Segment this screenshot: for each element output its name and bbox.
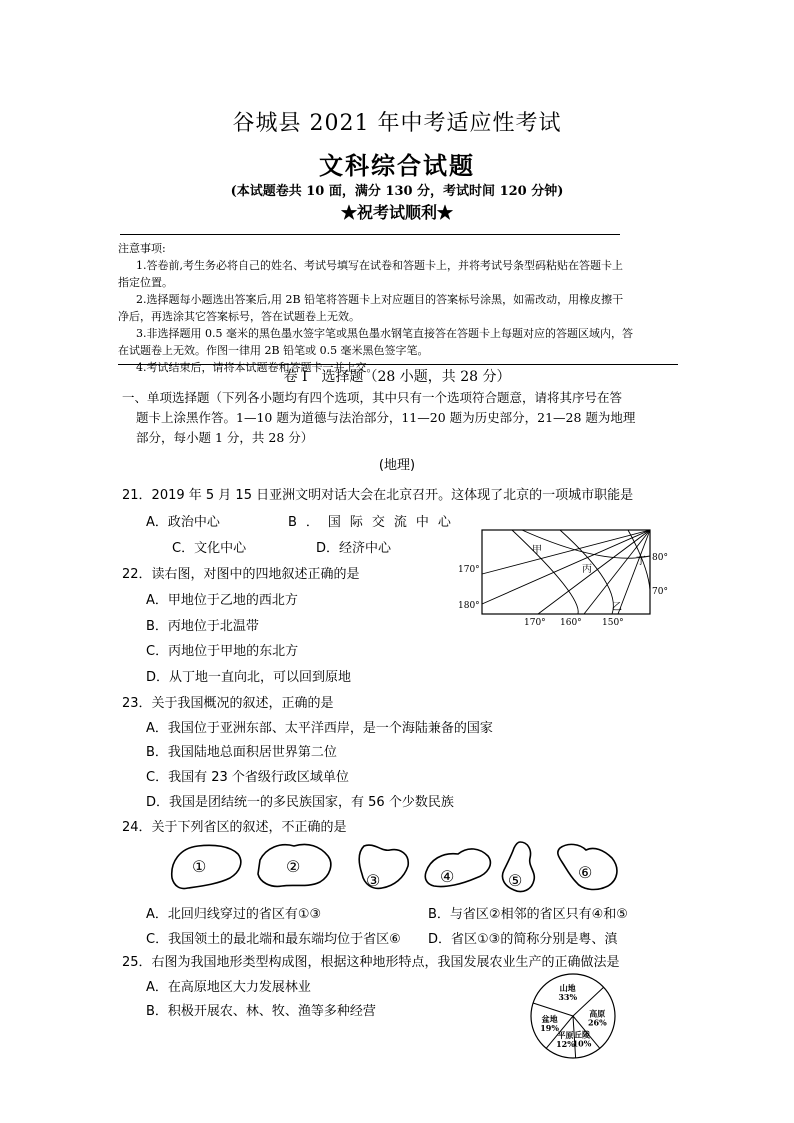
q24-option-a: A．北回归线穿过的省区有①③ xyxy=(146,907,322,922)
divider xyxy=(118,364,678,365)
terrain-pie-chart xyxy=(521,970,625,1062)
instr-line: 题卡上涂黑作答。1—10 题为道德与法治部分，11—20 题为历史部分，21—28 题为地理 xyxy=(136,410,636,425)
note-line: 2.选择题每小题选出答案后,用 2B 铅笔将答题卡上对应题目的答案标号涂黑，如需改动，用橡皮擦干 xyxy=(136,293,624,306)
pie-label: 山地 xyxy=(559,983,576,994)
province-label-2: ② xyxy=(286,857,301,876)
good-luck-text: ★祝考试顺利★ xyxy=(340,203,453,222)
province-label-1: ① xyxy=(192,857,207,876)
note-line: 1.答卷前,考生务必将自己的姓名、考试号填写在试卷和答题卡上，并将考试号条型码粘贴在答题卡上 xyxy=(136,259,623,272)
label-left-170: 170° xyxy=(458,565,480,575)
pie-value-label: 19% xyxy=(540,1022,559,1033)
instr-line: 部分，每小题 1 分，共 28 分） xyxy=(136,430,314,445)
divider xyxy=(120,234,620,235)
exam-subtitle: 文科综合试题 xyxy=(319,151,475,180)
q23-stem: 23．关于我国概况的叙述，正确的是 xyxy=(122,696,334,711)
province-outlines xyxy=(168,838,628,896)
subject-label: (地理) xyxy=(378,458,416,473)
q21-option-c: C．文化中心 xyxy=(172,541,247,556)
place-ding: 丁 xyxy=(636,556,646,567)
q21-option-b: B．国际交流中心 xyxy=(288,515,460,530)
q24-option-c: C．我国领土的最北端和最东端均位于省区⑥ xyxy=(146,932,401,947)
q21-option-a: A．政治中心 xyxy=(146,515,220,530)
note-line: 指定位置。 xyxy=(118,276,173,289)
place-bing: 丙 xyxy=(582,564,592,575)
instr-line: 一、单项选择题（下列各小题均有四个选项，其中只有一个选项符合题意，请将其序号在答 xyxy=(122,390,623,405)
q21-option-d: D．经济中心 xyxy=(316,541,392,556)
notes-block xyxy=(118,240,678,376)
label-left-180: 180° xyxy=(458,601,480,611)
place-jia: 甲 xyxy=(532,545,542,556)
q22-option-d: D．从丁地一直向北，可以回到原地 xyxy=(146,670,352,685)
pie-label: 盆地 xyxy=(541,1013,558,1024)
province-label-3: ③ xyxy=(366,871,381,890)
exam-info: (本试题卷共 10 面，满分 130 分，考试时间 120 分钟) xyxy=(230,184,564,199)
q22-stem: 22．读右图，对图中的四地叙述正确的是 xyxy=(122,567,360,582)
q21-stem: 21．2019 年 5 月 15 日亚洲文明对话大会在北京召开。这体现了北京的一项城市职能是 xyxy=(122,488,634,503)
pie-label: 丘陵 xyxy=(573,1029,590,1040)
pie-value-label: 10% xyxy=(572,1038,592,1049)
q23-option-c: C．我国有 23 个省级行政区域单位 xyxy=(146,770,349,785)
notes-heading: 注意事项: xyxy=(118,242,166,255)
province-label-4: ④ xyxy=(440,867,455,886)
q22-option-b: B．丙地位于北温带 xyxy=(146,619,259,634)
note-line: 在试题卷上无效。作图一律用 2B 铅笔或 0.5 毫米黑色签字笔。 xyxy=(118,344,429,357)
pie-value-label: 12% xyxy=(556,1039,575,1050)
note-line: 3.非选择题用 0.5 毫米的黑色墨水签字笔或黑色墨水钢笔直接答在答题卡上每题对应的答题区域内，答 xyxy=(136,327,633,340)
q22-option-c: C．丙地位于甲地的东北方 xyxy=(146,644,299,659)
pie-label: 平原 xyxy=(557,1030,574,1041)
section-title: 卷 I 选择题（28 小题，共 28 分） xyxy=(283,369,511,385)
q25-stem: 25．右图为我国地形类型构成图，根据这种地形特点，我国发展农业生产的正确做法是 xyxy=(122,955,620,970)
place-yi: 乙 xyxy=(612,602,622,613)
q24-option-b: B．与省区②相邻的省区只有④和⑤ xyxy=(428,907,628,922)
q24-stem: 24．关于下列省区的叙述，不正确的是 xyxy=(122,820,347,835)
exam-title: 谷城县 2021 年中考适应性考试 xyxy=(232,111,562,136)
label-bottom-160: 160° xyxy=(560,618,582,628)
label-right-80: 80° xyxy=(652,553,668,563)
pie-label: 高原 xyxy=(589,1008,606,1019)
q23-option-d: D．我国是团结统一的多民族国家，有 56 个少数民族 xyxy=(146,795,454,810)
q23-option-b: B．我国陆地总面积居世界第二位 xyxy=(146,745,337,760)
note-line: 净后，再选涂其它答案标号，答在试题卷上无效。 xyxy=(118,310,360,323)
label-bottom-150: 150° xyxy=(602,618,624,628)
latitude-longitude-map xyxy=(452,526,678,630)
q25-option-a: A．在高原地区大力发展林业 xyxy=(146,980,311,995)
pie-value-label: 26% xyxy=(587,1017,607,1028)
label-right-70: 70° xyxy=(652,587,668,597)
province-label-6: ⑥ xyxy=(578,863,593,882)
label-bottom-170: 170° xyxy=(524,618,546,628)
note-line: 4.考试结束后，请将本试题卷和答题卡一并上交。 xyxy=(136,361,378,374)
province-label-5: ⑤ xyxy=(508,871,523,890)
q22-option-a: A．甲地位于乙地的西北方 xyxy=(146,593,298,608)
q25-option-b: B．积极开展农、林、牧、渔等多种经营 xyxy=(146,1004,376,1019)
q24-option-d: D．省区①③的简称分别是粤、滇 xyxy=(428,932,618,947)
section-instructions xyxy=(122,388,678,448)
pie-value-label: 33% xyxy=(558,992,578,1003)
q23-option-a: A．我国位于亚洲东部、太平洋西岸，是一个海陆兼备的国家 xyxy=(146,721,493,736)
